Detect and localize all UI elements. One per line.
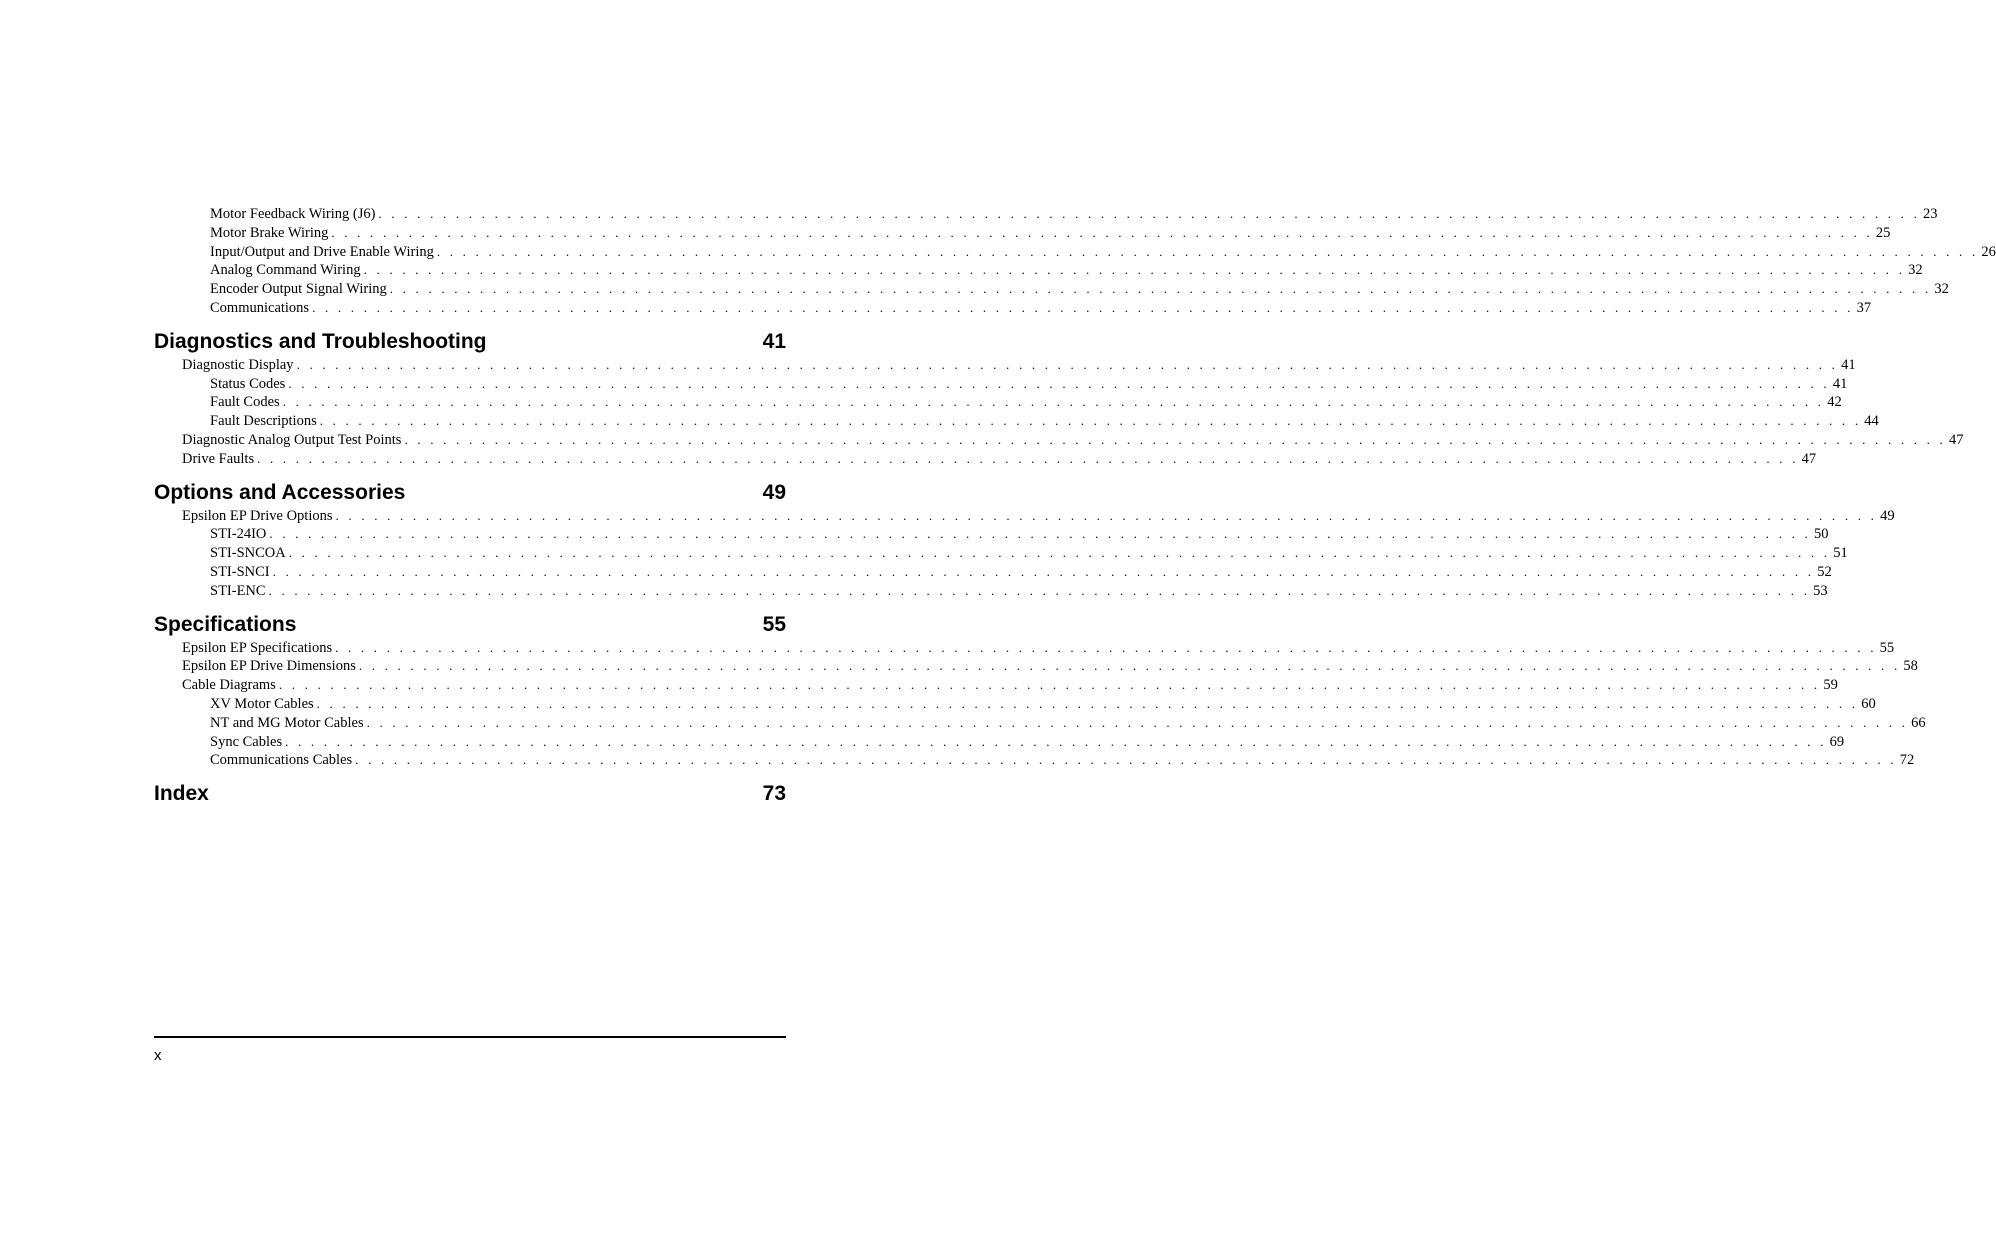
dot-leader: . . . . . . . . . . . . . . . . . . . . . . . . . . . . . . . . . . . . . . . . . . . . . . . . . . . . . . . . . . . . . . . . . . . . . . . . . . . . . . . . . . . . . . . . . . . . . . . . . . . . . . . . . . . . . . . . . . . . . . . .	[389, 281, 1932, 297]
chapter-page-number: 55	[762, 612, 786, 636]
chapter-title: Specifications	[154, 612, 297, 636]
entry-title: Motor Brake Wiring	[210, 224, 329, 241]
entry-title: STI-SNCI	[210, 564, 270, 580]
toc-subsection-entry[interactable]	[210, 695, 1876, 713]
dot-leader: . . . . . . . . . . . . . . . . . . . . . . . . . . . . . . . . . . . . . . . . . . . . . . . . . . . . . . . . . . . . . . . . . . . . . . . . . . . . . . . . . . . . . . . . . . . . . . . . . . . . . . . . . . . . . . . . . . . . . . . .	[268, 582, 1811, 598]
dot-leader: . . . . . . . . . . . . . . . . . . . . . . . . . . . . . . . . . . . . . . . . . . . . . . . . . . . . . . . . . . . . . . . . . . . . . . . . . . . . . . . . . . . . . . . . . . . . . . . . . . . . . . . . . . . . . . . . . . . . . . . .	[404, 432, 1947, 447]
entry-title: Epsilon EP Drive Dimensions	[182, 658, 356, 675]
dot-leader: . . . . . . . . . . . . . . . . . . . . . . . . . . . . . . . . . . . . . . . . . . . . . . . . . . . . . . . . . . . . . . . . . . . . . . . . . . . . . . . . . . . . . . . . . . . . . . . . . . . . . . . . . . . . . . . . . . . . . . . .	[355, 752, 1897, 768]
entry-page-number: 23	[1923, 206, 1938, 222]
dot-leader: . . . . . . . . . . . . . . . . . . . . . . . . . . . . . . . . . . . . . . . . . . . . . . . . . . . . . . . . . . . . . . . . . . . . . . . . . . . . . . . . . . . . . . . . . . . . . . . . . . . . . . . . . . . . . . . . . . . . . . . .	[358, 658, 1901, 674]
dot-leader: . . . . . . . . . . . . . . . . . . . . . . . . . . . . . . . . . . . . . . . . . . . . . . . . . . . . . . . . . . . . . . . . . . . . . . . . . . . . . . . . . . . . . . . . . . . . . . . . . . . . . . . . . . . . . . . . . . . . . . . .	[269, 526, 1811, 542]
entry-title: Communications	[210, 300, 310, 316]
entry-page-number: 47	[1801, 450, 1817, 467]
toc-chapter-heading[interactable]	[154, 329, 786, 355]
entry-title: Sync Cables	[210, 733, 283, 750]
dot-leader: . . . . . . . . . . . . . . . . . . . . . . . . . . . . . . . . . . . . . . . . . . . . . . . . . . . . . . . . . . . . . . . . . . . . . . . . . . . . . . . . . . . . . . . . . . . . . . . . . . . . . . . . . . . . . . . . . . . . . . . .	[335, 639, 1877, 655]
dot-leader: . . . . . . . . . . . . . . . . . . . . . . . . . . . . . . . . . . . . . . . . . . . . . . . . . . . . . . . . . . . . . . . . . . . . . . . . . . . . . . . . . . . . . . . . . . . . . . . . . . . . . . . . . . . . . . . . . . . . . . . .	[366, 714, 1909, 730]
entry-page-number: 37	[1856, 300, 1872, 316]
entry-title: Drive Faults	[182, 450, 255, 467]
entry-title: Epsilon EP Drive Options	[182, 507, 333, 524]
entry-title: STI-ENC	[210, 582, 266, 599]
entry-page-number: 69	[1829, 733, 1845, 750]
toc-subsection-entry[interactable]	[210, 412, 1879, 430]
entry-page-number: 50	[1813, 526, 1829, 543]
entry-title: Fault Descriptions	[210, 413, 317, 430]
dot-leader: . . . . . . . . . . . . . . . . . . . . . . . . . . . . . . . . . . . . . . . . . . . . . . . . . . . . . . . . . . . . . . . . . . . . . . . . . . . . . . . . . . . . . . . . . . . . . . . . . . . . . . . . . . . . . . . . . . . . . . . .	[288, 375, 1830, 391]
entry-page-number: 59	[1823, 677, 1838, 694]
entry-page-number: 26	[1981, 243, 1996, 260]
footer-rule	[154, 1036, 786, 1038]
entry-title: Analog Command Wiring	[210, 262, 361, 279]
dot-leader: . . . . . . . . . . . . . . . . . . . . . . . . . . . . . . . . . . . . . . . . . . . . . . . . . . . . . . . . . . . . . . . . . . . . . . . . . . . . . . . . . . . . . . . . . . . . . . . . . . . . . . . . . . . . . . . . . . . . . . . .	[312, 300, 1854, 315]
entry-page-number: 53	[1813, 582, 1828, 599]
entry-title: Status Codes	[210, 375, 286, 392]
dot-leader: . . . . . . . . . . . . . . . . . . . . . . . . . . . . . . . . . . . . . . . . . . . . . . . . . . . . . . . . . . . . . . . . . . . . . . . . . . . . . . . . . . . . . . . . . . . . . . . . . . . . . . . . . . . . . . . . . . . . . . . .	[278, 677, 1821, 693]
toc-section-entry[interactable]	[182, 356, 1856, 374]
toc-subsection-entry[interactable]	[210, 224, 1891, 242]
toc-chapter-heading[interactable]	[154, 781, 786, 807]
toc-section-entry[interactable]	[182, 507, 1895, 525]
dot-leader: . . . . . . . . . . . . . . . . . . . . . . . . . . . . . . . . . . . . . . . . . . . . . . . . . . . . . . . . . . . . . . . . . . . . . . . . . . . . . . . . . . . . . . . . . . . . . . . . . . . . . . . . . . . . . . . . . . . . . . . .	[319, 413, 1862, 429]
dot-leader: . . . . . . . . . . . . . . . . . . . . . . . . . . . . . . . . . . . . . . . . . . . . . . . . . . . . . . . . . . . . . . . . . . . . . . . . . . . . . . . . . . . . . . . . . . . . . . . . . . . . . . . . . . . . . . . . . . . . . . . .	[257, 450, 1799, 466]
entry-title: XV Motor Cables	[210, 696, 314, 712]
entry-page-number: 49	[1880, 507, 1895, 524]
toc-subsection-entry[interactable]	[210, 261, 1923, 279]
entry-title: Communications Cables	[210, 752, 353, 769]
entry-page-number: 44	[1864, 413, 1879, 430]
entry-page-number: 72	[1899, 752, 1915, 769]
entry-page-number: 60	[1861, 696, 1876, 712]
toc-subsection-entry[interactable]	[210, 243, 1996, 261]
entry-page-number: 52	[1817, 564, 1832, 580]
toc-subsection-entry[interactable]	[210, 393, 1842, 411]
chapter-title: Options and Accessories	[154, 480, 406, 504]
dot-leader: . . . . . . . . . . . . . . . . . . . . . . . . . . . . . . . . . . . . . . . . . . . . . . . . . . . . . . . . . . . . . . . . . . . . . . . . . . . . . . . . . . . . . . . . . . . . . . . . . . . . . . . . . . . . . . . . . . . . . . . .	[436, 243, 1979, 259]
toc-subsection-entry[interactable]	[210, 280, 1949, 298]
chapter-page-number: 41	[762, 329, 786, 353]
dot-leader: . . . . . . . . . . . . . . . . . . . . . . . . . . . . . . . . . . . . . . . . . . . . . . . . . . . . . . . . . . . . . . . . . . . . . . . . . . . . . . . . . . . . . . . . . . . . . . . . . . . . . . . . . . . . . . . . . . . . . . . .	[378, 206, 1921, 221]
toc-subsection-entry[interactable]	[210, 563, 1832, 581]
toc-section-entry[interactable]	[182, 657, 1918, 675]
entry-page-number: 66	[1911, 714, 1926, 731]
entry-title: NT and MG Motor Cables	[210, 714, 364, 731]
chapter-title: Index	[154, 782, 209, 806]
dot-leader: . . . . . . . . . . . . . . . . . . . . . . . . . . . . . . . . . . . . . . . . . . . . . . . . . . . . . . . . . . . . . . . . . . . . . . . . . . . . . . . . . . . . . . . . . . . . . . . . . . . . . . . . . . . . . . . . . . . . . . . .	[272, 564, 1815, 579]
entry-page-number: 55	[1879, 639, 1895, 656]
toc-subsection-entry[interactable]	[210, 714, 1926, 732]
dot-leader: . . . . . . . . . . . . . . . . . . . . . . . . . . . . . . . . . . . . . . . . . . . . . . . . . . . . . . . . . . . . . . . . . . . . . . . . . . . . . . . . . . . . . . . . . . . . . . . . . . . . . . . . . . . . . . . . . . . . . . . .	[335, 507, 1878, 523]
chapter-page-number: 49	[762, 480, 786, 504]
entry-title: Diagnostic Display	[182, 356, 294, 373]
dot-leader: . . . . . . . . . . . . . . . . . . . . . . . . . . . . . . . . . . . . . . . . . . . . . . . . . . . . . . . . . . . . . . . . . . . . . . . . . . . . . . . . . . . . . . . . . . . . . . . . . . . . . . . . . . . . . . . . . . . . . . . .	[288, 545, 1831, 561]
entry-title: Encoder Output Signal Wiring	[210, 281, 387, 298]
toc-section-entry[interactable]	[182, 450, 1817, 468]
toc-subsection-entry[interactable]	[210, 751, 1915, 769]
entry-page-number: 47	[1949, 432, 1964, 448]
dot-leader: . . . . . . . . . . . . . . . . . . . . . . . . . . . . . . . . . . . . . . . . . . . . . . . . . . . . . . . . . . . . . . . . . . . . . . . . . . . . . . . . . . . . . . . . . . . . . . . . . . . . . . . . . . . . . . . . . . . . . . . .	[331, 224, 1873, 240]
entry-page-number: 58	[1903, 658, 1918, 675]
entry-page-number: 32	[1934, 281, 1949, 298]
dot-leader: . . . . . . . . . . . . . . . . . . . . . . . . . . . . . . . . . . . . . . . . . . . . . . . . . . . . . . . . . . . . . . . . . . . . . . . . . . . . . . . . . . . . . . . . . . . . . . . . . . . . . . . . . . . . . . . . . . . . . . . .	[316, 696, 1859, 711]
toc-section-entry[interactable]	[182, 676, 1838, 694]
entry-title: STI-24IO	[210, 526, 267, 543]
dot-leader: . . . . . . . . . . . . . . . . . . . . . . . . . . . . . . . . . . . . . . . . . . . . . . . . . . . . . . . . . . . . . . . . . . . . . . . . . . . . . . . . . . . . . . . . . . . . . . . . . . . . . . . . . . . . . . . . . . . . . . . .	[296, 356, 1839, 372]
dot-leader: . . . . . . . . . . . . . . . . . . . . . . . . . . . . . . . . . . . . . . . . . . . . . . . . . . . . . . . . . . . . . . . . . . . . . . . . . . . . . . . . . . . . . . . . . . . . . . . . . . . . . . . . . . . . . . . . . . . . . . . .	[282, 394, 1825, 410]
entry-title: Cable Diagrams	[182, 677, 276, 694]
entry-page-number: 41	[1832, 375, 1848, 392]
footer-page-number: x	[154, 1047, 162, 1064]
entry-title: Motor Feedback Wiring (J6)	[210, 206, 376, 222]
entry-page-number: 41	[1841, 356, 1856, 373]
toc-subsection-entry[interactable]	[210, 375, 1848, 393]
toc-subsection-entry[interactable]	[210, 299, 1872, 317]
entry-page-number: 51	[1833, 545, 1848, 562]
chapter-page-number: 73	[762, 782, 786, 806]
entry-title: Epsilon EP Specifications	[182, 639, 333, 656]
entry-page-number: 32	[1908, 262, 1923, 279]
entry-page-number: 42	[1827, 394, 1842, 411]
toc-subsection-entry[interactable]	[210, 544, 1848, 562]
toc-subsection-entry[interactable]	[210, 525, 1829, 543]
toc-subsection-entry[interactable]	[210, 205, 1938, 223]
dot-leader: . . . . . . . . . . . . . . . . . . . . . . . . . . . . . . . . . . . . . . . . . . . . . . . . . . . . . . . . . . . . . . . . . . . . . . . . . . . . . . . . . . . . . . . . . . . . . . . . . . . . . . . . . . . . . . . . . . . . . . . .	[363, 262, 1906, 278]
dot-leader: . . . . . . . . . . . . . . . . . . . . . . . . . . . . . . . . . . . . . . . . . . . . . . . . . . . . . . . . . . . . . . . . . . . . . . . . . . . . . . . . . . . . . . . . . . . . . . . . . . . . . . . . . . . . . . . . . . . . . . . .	[285, 733, 1827, 749]
entry-page-number: 25	[1875, 224, 1891, 241]
toc-subsection-entry[interactable]	[210, 582, 1828, 600]
toc-chapter-heading[interactable]	[154, 612, 786, 638]
toc-subsection-entry[interactable]	[210, 733, 1845, 751]
toc-section-entry[interactable]	[182, 431, 1964, 449]
toc-section-entry[interactable]	[182, 639, 1895, 657]
chapter-title: Diagnostics and Troubleshooting	[154, 329, 487, 353]
toc-chapter-heading[interactable]	[154, 480, 786, 506]
entry-title: Input/Output and Drive Enable Wiring	[210, 243, 434, 260]
entry-title: Diagnostic Analog Output Test Points	[182, 432, 402, 448]
entry-title: STI-SNCOA	[210, 545, 286, 562]
entry-title: Fault Codes	[210, 394, 280, 411]
